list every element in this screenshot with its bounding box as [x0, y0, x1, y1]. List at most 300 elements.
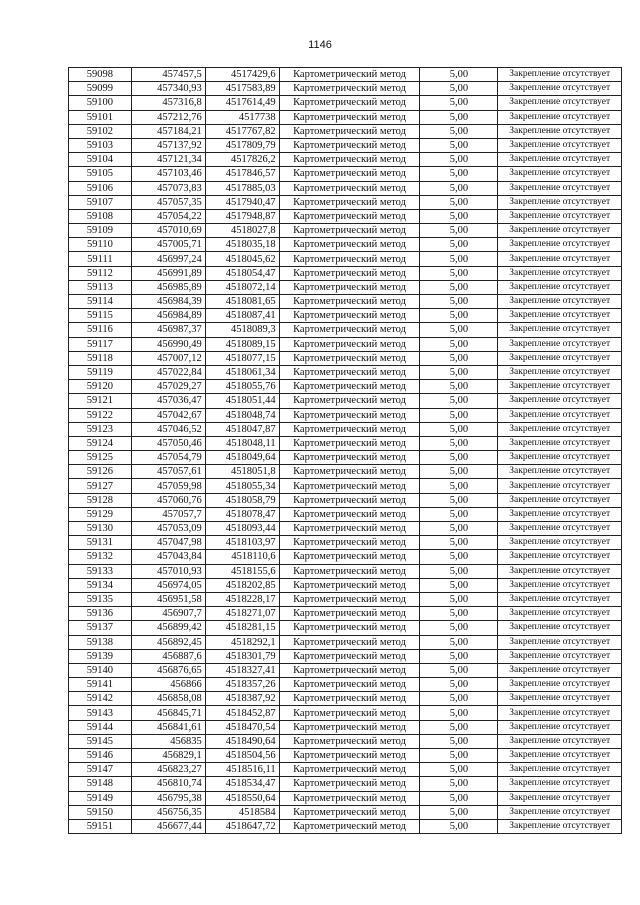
x-coordinate-cell: 457042,67 — [131, 408, 205, 422]
x-coordinate-cell: 456835 — [131, 734, 205, 748]
method-cell: Картометрический метод — [279, 621, 420, 635]
table-row — [69, 578, 622, 592]
method-cell: Картометрический метод — [279, 124, 420, 138]
method-cell: Картометрический метод — [279, 607, 420, 621]
accuracy-cell: 5,00 — [420, 167, 498, 181]
table-row — [69, 96, 622, 110]
table-row — [69, 436, 622, 450]
fixation-cell: Закрепление отсутствует — [498, 649, 622, 663]
accuracy-cell: 5,00 — [420, 195, 498, 209]
y-coordinate-cell: 4518301,79 — [205, 649, 279, 663]
x-coordinate-cell: 457184,21 — [131, 124, 205, 138]
accuracy-cell: 5,00 — [420, 678, 498, 692]
fixation-cell: Закрепление отсутствует — [498, 663, 622, 677]
fixation-cell: Закрепление отсутствует — [498, 68, 622, 82]
x-coordinate-cell: 456985,89 — [131, 280, 205, 294]
x-coordinate-cell: 457121,34 — [131, 153, 205, 167]
fixation-cell: Закрепление отсутствует — [498, 195, 622, 209]
method-cell: Картометрический метод — [279, 791, 420, 805]
point-number-cell: 59138 — [69, 635, 132, 649]
accuracy-cell: 5,00 — [420, 408, 498, 422]
method-cell: Картометрический метод — [279, 663, 420, 677]
point-number-cell: 59145 — [69, 734, 132, 748]
table-row — [69, 138, 622, 152]
fixation-cell: Закрепление отсутствует — [498, 110, 622, 124]
point-number-cell: 59119 — [69, 365, 132, 379]
point-number-cell: 59105 — [69, 167, 132, 181]
method-cell: Картометрический метод — [279, 408, 420, 422]
y-coordinate-cell: 4517885,03 — [205, 181, 279, 195]
y-coordinate-cell: 4518048,74 — [205, 408, 279, 422]
fixation-cell: Закрепление отсутствует — [498, 592, 622, 606]
table-row — [69, 337, 622, 351]
y-coordinate-cell: 4518055,34 — [205, 479, 279, 493]
accuracy-cell: 5,00 — [420, 394, 498, 408]
point-number-cell: 59142 — [69, 692, 132, 706]
table-row — [69, 763, 622, 777]
table-row — [69, 167, 622, 181]
table-row — [69, 209, 622, 223]
table-row — [69, 110, 622, 124]
accuracy-cell: 5,00 — [420, 607, 498, 621]
method-cell: Картометрический метод — [279, 337, 420, 351]
point-number-cell: 59112 — [69, 266, 132, 280]
table-row — [69, 819, 622, 833]
table-row — [69, 408, 622, 422]
table-row — [69, 224, 622, 238]
point-number-cell: 59109 — [69, 224, 132, 238]
x-coordinate-cell: 456991,89 — [131, 266, 205, 280]
accuracy-cell: 5,00 — [420, 280, 498, 294]
table-row — [69, 451, 622, 465]
x-coordinate-cell: 456984,39 — [131, 295, 205, 309]
method-cell: Картометрический метод — [279, 280, 420, 294]
point-number-cell: 59136 — [69, 607, 132, 621]
method-cell: Картометрический метод — [279, 195, 420, 209]
point-number-cell: 59128 — [69, 493, 132, 507]
point-number-cell: 59140 — [69, 663, 132, 677]
method-cell: Картометрический метод — [279, 493, 420, 507]
x-coordinate-cell: 457054,79 — [131, 451, 205, 465]
accuracy-cell: 5,00 — [420, 380, 498, 394]
fixation-cell: Закрепление отсутствует — [498, 323, 622, 337]
fixation-cell: Закрепление отсутствует — [498, 408, 622, 422]
method-cell: Картометрический метод — [279, 564, 420, 578]
accuracy-cell: 5,00 — [420, 706, 498, 720]
x-coordinate-cell: 456829,1 — [131, 749, 205, 763]
y-coordinate-cell: 4518087,41 — [205, 309, 279, 323]
fixation-cell: Закрепление отсутствует — [498, 224, 622, 238]
method-cell: Картометрический метод — [279, 465, 420, 479]
fixation-cell: Закрепление отсутствует — [498, 578, 622, 592]
x-coordinate-cell: 457047,98 — [131, 536, 205, 550]
x-coordinate-cell: 457054,22 — [131, 209, 205, 223]
fixation-cell: Закрепление отсутствует — [498, 734, 622, 748]
table-row — [69, 309, 622, 323]
accuracy-cell: 5,00 — [420, 720, 498, 734]
point-number-cell: 59102 — [69, 124, 132, 138]
y-coordinate-cell: 4518077,15 — [205, 351, 279, 365]
point-number-cell: 59118 — [69, 351, 132, 365]
table-row — [69, 805, 622, 819]
fixation-cell: Закрепление отсутствует — [498, 522, 622, 536]
accuracy-cell: 5,00 — [420, 536, 498, 550]
y-coordinate-cell: 4518045,62 — [205, 252, 279, 266]
point-number-cell: 59106 — [69, 181, 132, 195]
y-coordinate-cell: 4518387,92 — [205, 692, 279, 706]
x-coordinate-cell: 457022,84 — [131, 365, 205, 379]
fixation-cell: Закрепление отсутствует — [498, 777, 622, 791]
y-coordinate-cell: 4517826,2 — [205, 153, 279, 167]
point-number-cell: 59116 — [69, 323, 132, 337]
method-cell: Картометрический метод — [279, 678, 420, 692]
x-coordinate-cell: 456858,08 — [131, 692, 205, 706]
point-number-cell: 59124 — [69, 436, 132, 450]
x-coordinate-cell: 456990,49 — [131, 337, 205, 351]
y-coordinate-cell: 4518228,17 — [205, 592, 279, 606]
method-cell: Картометрический метод — [279, 649, 420, 663]
fixation-cell: Закрепление отсутствует — [498, 280, 622, 294]
fixation-cell: Закрепление отсутствует — [498, 564, 622, 578]
method-cell: Картометрический метод — [279, 706, 420, 720]
accuracy-cell: 5,00 — [420, 209, 498, 223]
x-coordinate-cell: 456810,74 — [131, 777, 205, 791]
method-cell: Картометрический метод — [279, 436, 420, 450]
point-number-cell: 59121 — [69, 394, 132, 408]
y-coordinate-cell: 4518072,14 — [205, 280, 279, 294]
y-coordinate-cell: 4518327,41 — [205, 663, 279, 677]
y-coordinate-cell: 4518058,79 — [205, 493, 279, 507]
table-row — [69, 394, 622, 408]
point-number-cell: 59141 — [69, 678, 132, 692]
y-coordinate-cell: 4518055,76 — [205, 380, 279, 394]
method-cell: Картометрический метод — [279, 167, 420, 181]
fixation-cell: Закрепление отсутствует — [498, 394, 622, 408]
x-coordinate-cell: 457316,8 — [131, 96, 205, 110]
table-row — [69, 380, 622, 394]
method-cell: Картометрический метод — [279, 805, 420, 819]
method-cell: Картометрический метод — [279, 295, 420, 309]
y-coordinate-cell: 4517583,89 — [205, 82, 279, 96]
accuracy-cell: 5,00 — [420, 337, 498, 351]
table-row — [69, 507, 622, 521]
point-number-cell: 59132 — [69, 550, 132, 564]
x-coordinate-cell: 457029,27 — [131, 380, 205, 394]
table-row — [69, 564, 622, 578]
y-coordinate-cell: 4517940,47 — [205, 195, 279, 209]
x-coordinate-cell: 456887,6 — [131, 649, 205, 663]
point-number-cell: 59147 — [69, 763, 132, 777]
accuracy-cell: 5,00 — [420, 323, 498, 337]
fixation-cell: Закрепление отсутствует — [498, 465, 622, 479]
table-row — [69, 124, 622, 138]
table-row — [69, 536, 622, 550]
y-coordinate-cell: 4518048,11 — [205, 436, 279, 450]
fixation-cell: Закрепление отсутствует — [498, 791, 622, 805]
method-cell: Картометрический метод — [279, 224, 420, 238]
fixation-cell: Закрепление отсутствует — [498, 295, 622, 309]
x-coordinate-cell: 456907,7 — [131, 607, 205, 621]
accuracy-cell: 5,00 — [420, 138, 498, 152]
x-coordinate-cell: 457057,7 — [131, 507, 205, 521]
y-coordinate-cell: 4518035,18 — [205, 238, 279, 252]
table-row — [69, 493, 622, 507]
point-number-cell: 59104 — [69, 153, 132, 167]
method-cell: Картометрический метод — [279, 479, 420, 493]
table-row — [69, 706, 622, 720]
method-cell: Картометрический метод — [279, 365, 420, 379]
y-coordinate-cell: 4518093,44 — [205, 522, 279, 536]
point-number-cell: 59114 — [69, 295, 132, 309]
fixation-cell: Закрепление отсутствует — [498, 309, 622, 323]
accuracy-cell: 5,00 — [420, 493, 498, 507]
table-row — [69, 607, 622, 621]
accuracy-cell: 5,00 — [420, 592, 498, 606]
x-coordinate-cell: 457010,69 — [131, 224, 205, 238]
accuracy-cell: 5,00 — [420, 649, 498, 663]
table-row — [69, 734, 622, 748]
accuracy-cell: 5,00 — [420, 295, 498, 309]
method-cell: Картометрический метод — [279, 507, 420, 521]
y-coordinate-cell: 4518647,72 — [205, 819, 279, 833]
point-number-cell: 59125 — [69, 451, 132, 465]
fixation-cell: Закрепление отсутствует — [498, 451, 622, 465]
table-row — [69, 621, 622, 635]
table-row — [69, 238, 622, 252]
x-coordinate-cell: 457103,46 — [131, 167, 205, 181]
table-row — [69, 592, 622, 606]
x-coordinate-cell: 456984,89 — [131, 309, 205, 323]
accuracy-cell: 5,00 — [420, 578, 498, 592]
y-coordinate-cell: 4518089,15 — [205, 337, 279, 351]
point-number-cell: 59127 — [69, 479, 132, 493]
y-coordinate-cell: 4518110,6 — [205, 550, 279, 564]
y-coordinate-cell: 4518103,97 — [205, 536, 279, 550]
method-cell: Картометрический метод — [279, 82, 420, 96]
method-cell: Картометрический метод — [279, 96, 420, 110]
table-row — [69, 479, 622, 493]
point-number-cell: 59103 — [69, 138, 132, 152]
y-coordinate-cell: 4518047,87 — [205, 422, 279, 436]
y-coordinate-cell: 4518202,85 — [205, 578, 279, 592]
y-coordinate-cell: 4517738 — [205, 110, 279, 124]
accuracy-cell: 5,00 — [420, 819, 498, 833]
point-number-cell: 59126 — [69, 465, 132, 479]
y-coordinate-cell: 4517767,82 — [205, 124, 279, 138]
y-coordinate-cell: 4518490,64 — [205, 734, 279, 748]
fixation-cell: Закрепление отсутствует — [498, 266, 622, 280]
x-coordinate-cell: 456677,44 — [131, 819, 205, 833]
point-number-cell: 59131 — [69, 536, 132, 550]
accuracy-cell: 5,00 — [420, 224, 498, 238]
fixation-cell: Закрепление отсутствует — [498, 167, 622, 181]
accuracy-cell: 5,00 — [420, 82, 498, 96]
fixation-cell: Закрепление отсутствует — [498, 621, 622, 635]
accuracy-cell: 5,00 — [420, 181, 498, 195]
x-coordinate-cell: 457005,71 — [131, 238, 205, 252]
table-row — [69, 82, 622, 96]
x-coordinate-cell: 456997,24 — [131, 252, 205, 266]
table-row — [69, 351, 622, 365]
point-number-cell: 59137 — [69, 621, 132, 635]
accuracy-cell: 5,00 — [420, 763, 498, 777]
table-row — [69, 295, 622, 309]
x-coordinate-cell: 456987,37 — [131, 323, 205, 337]
point-number-cell: 59101 — [69, 110, 132, 124]
fixation-cell: Закрепление отсутствует — [498, 819, 622, 833]
method-cell: Картометрический метод — [279, 777, 420, 791]
y-coordinate-cell: 4518452,87 — [205, 706, 279, 720]
accuracy-cell: 5,00 — [420, 153, 498, 167]
accuracy-cell: 5,00 — [420, 749, 498, 763]
accuracy-cell: 5,00 — [420, 522, 498, 536]
x-coordinate-cell: 456756,35 — [131, 805, 205, 819]
method-cell: Картометрический метод — [279, 68, 420, 82]
accuracy-cell: 5,00 — [420, 805, 498, 819]
table-row — [69, 635, 622, 649]
point-number-cell: 59149 — [69, 791, 132, 805]
accuracy-cell: 5,00 — [420, 791, 498, 805]
method-cell: Картометрический метод — [279, 209, 420, 223]
x-coordinate-cell: 457457,5 — [131, 68, 205, 82]
x-coordinate-cell: 457036,47 — [131, 394, 205, 408]
method-cell: Картометрический метод — [279, 536, 420, 550]
y-coordinate-cell: 4518504,56 — [205, 749, 279, 763]
point-number-cell: 59099 — [69, 82, 132, 96]
fixation-cell: Закрепление отсутствует — [498, 153, 622, 167]
fixation-cell: Закрепление отсутствует — [498, 365, 622, 379]
y-coordinate-cell: 4518534,47 — [205, 777, 279, 791]
y-coordinate-cell: 4518271,07 — [205, 607, 279, 621]
point-number-cell: 59146 — [69, 749, 132, 763]
fixation-cell: Закрепление отсутствует — [498, 749, 622, 763]
accuracy-cell: 5,00 — [420, 309, 498, 323]
point-number-cell: 59113 — [69, 280, 132, 294]
table-row — [69, 522, 622, 536]
fixation-cell: Закрепление отсутствует — [498, 692, 622, 706]
coordinates-table — [68, 67, 622, 834]
table-row — [69, 465, 622, 479]
method-cell: Картометрический метод — [279, 734, 420, 748]
y-coordinate-cell: 4518550,64 — [205, 791, 279, 805]
x-coordinate-cell: 457046,52 — [131, 422, 205, 436]
x-coordinate-cell: 457212,76 — [131, 110, 205, 124]
table-row — [69, 692, 622, 706]
x-coordinate-cell: 457043,84 — [131, 550, 205, 564]
fixation-cell: Закрепление отсутствует — [498, 82, 622, 96]
point-number-cell: 59115 — [69, 309, 132, 323]
method-cell: Картометрический метод — [279, 238, 420, 252]
y-coordinate-cell: 4518051,8 — [205, 465, 279, 479]
method-cell: Картометрический метод — [279, 252, 420, 266]
method-cell: Картометрический метод — [279, 110, 420, 124]
point-number-cell: 59144 — [69, 720, 132, 734]
y-coordinate-cell: 4518078,47 — [205, 507, 279, 521]
y-coordinate-cell: 4518155,6 — [205, 564, 279, 578]
x-coordinate-cell: 456899,42 — [131, 621, 205, 635]
y-coordinate-cell: 4518081,65 — [205, 295, 279, 309]
method-cell: Картометрический метод — [279, 763, 420, 777]
x-coordinate-cell: 457057,61 — [131, 465, 205, 479]
point-number-cell: 59150 — [69, 805, 132, 819]
fixation-cell: Закрепление отсутствует — [498, 706, 622, 720]
y-coordinate-cell: 4518027,8 — [205, 224, 279, 238]
accuracy-cell: 5,00 — [420, 692, 498, 706]
point-number-cell: 59117 — [69, 337, 132, 351]
fixation-cell: Закрепление отсутствует — [498, 422, 622, 436]
y-coordinate-cell: 4518049,64 — [205, 451, 279, 465]
table-row — [69, 365, 622, 379]
method-cell: Картометрический метод — [279, 451, 420, 465]
method-cell: Картометрический метод — [279, 578, 420, 592]
accuracy-cell: 5,00 — [420, 124, 498, 138]
table-row — [69, 266, 622, 280]
accuracy-cell: 5,00 — [420, 351, 498, 365]
accuracy-cell: 5,00 — [420, 238, 498, 252]
x-coordinate-cell: 456823,27 — [131, 763, 205, 777]
accuracy-cell: 5,00 — [420, 465, 498, 479]
fixation-cell: Закрепление отсутствует — [498, 763, 622, 777]
fixation-cell: Закрепление отсутствует — [498, 536, 622, 550]
y-coordinate-cell: 4517846,57 — [205, 167, 279, 181]
x-coordinate-cell: 457073,83 — [131, 181, 205, 195]
accuracy-cell: 5,00 — [420, 507, 498, 521]
x-coordinate-cell: 457340,93 — [131, 82, 205, 96]
method-cell: Картометрический метод — [279, 394, 420, 408]
table-body — [69, 68, 622, 834]
table-row — [69, 791, 622, 805]
accuracy-cell: 5,00 — [420, 550, 498, 564]
fixation-cell: Закрепление отсутствует — [498, 507, 622, 521]
fixation-cell: Закрепление отсутствует — [498, 351, 622, 365]
x-coordinate-cell: 457010,93 — [131, 564, 205, 578]
table-row — [69, 153, 622, 167]
y-coordinate-cell: 4518292,1 — [205, 635, 279, 649]
x-coordinate-cell: 456974,05 — [131, 578, 205, 592]
x-coordinate-cell: 456866 — [131, 678, 205, 692]
y-coordinate-cell: 4517429,6 — [205, 68, 279, 82]
x-coordinate-cell: 457053,09 — [131, 522, 205, 536]
method-cell: Картометрический метод — [279, 422, 420, 436]
fixation-cell: Закрепление отсутствует — [498, 252, 622, 266]
point-number-cell: 59129 — [69, 507, 132, 521]
fixation-cell: Закрепление отсутствует — [498, 124, 622, 138]
point-number-cell: 59148 — [69, 777, 132, 791]
method-cell: Картометрический метод — [279, 819, 420, 833]
point-number-cell: 59111 — [69, 252, 132, 266]
fixation-cell: Закрепление отсутствует — [498, 337, 622, 351]
fixation-cell: Закрепление отсутствует — [498, 720, 622, 734]
method-cell: Картометрический метод — [279, 592, 420, 606]
point-number-cell: 59098 — [69, 68, 132, 82]
table-row — [69, 663, 622, 677]
y-coordinate-cell: 4518089,3 — [205, 323, 279, 337]
table-row — [69, 252, 622, 266]
method-cell: Картометрический метод — [279, 635, 420, 649]
accuracy-cell: 5,00 — [420, 436, 498, 450]
x-coordinate-cell: 456876,65 — [131, 663, 205, 677]
point-number-cell: 59134 — [69, 578, 132, 592]
y-coordinate-cell: 4517614,49 — [205, 96, 279, 110]
x-coordinate-cell: 457059,98 — [131, 479, 205, 493]
fixation-cell: Закрепление отсутствует — [498, 678, 622, 692]
accuracy-cell: 5,00 — [420, 266, 498, 280]
fixation-cell: Закрепление отсутствует — [498, 436, 622, 450]
point-number-cell: 59107 — [69, 195, 132, 209]
table-row — [69, 195, 622, 209]
point-number-cell: 59135 — [69, 592, 132, 606]
accuracy-cell: 5,00 — [420, 451, 498, 465]
